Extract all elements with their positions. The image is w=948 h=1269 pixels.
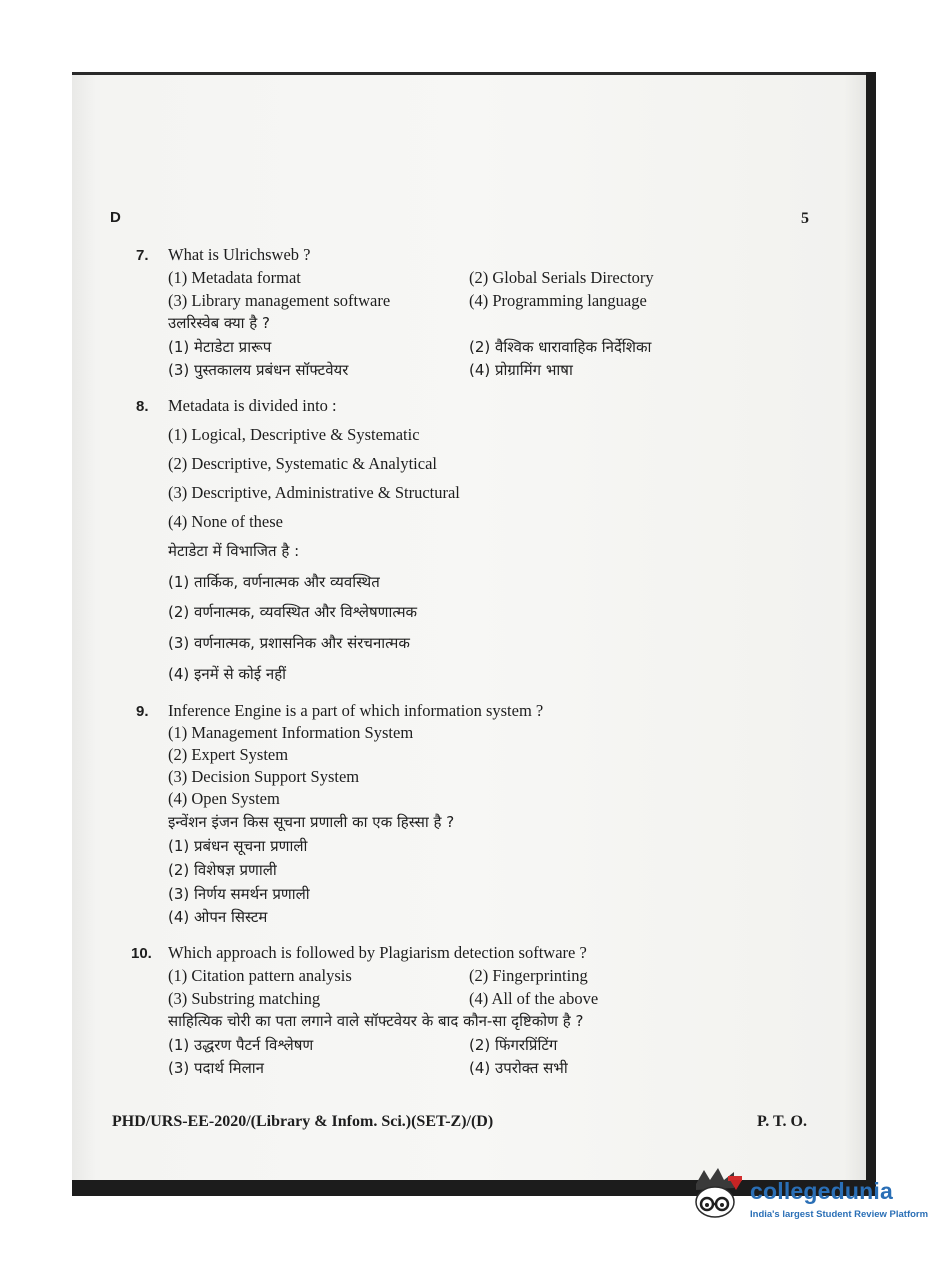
option-en: (1) Management Information System <box>168 723 414 742</box>
question-text-hi: मेटाडेटा में विभाजित है : <box>168 542 300 560</box>
option-en: (1) Logical, Descriptive & Systematic <box>168 425 420 444</box>
question-text-hi: उलरिस्वेब क्या है ? <box>168 314 270 332</box>
option-hi: (1) तार्किक, वर्णनात्मक और व्यवस्थित <box>168 573 380 591</box>
option-hi: (2) विशेषज्ञ प्रणाली <box>168 861 277 879</box>
brand-name: collegedunia <box>750 1178 893 1204</box>
option-en: (4) None of these <box>168 512 284 531</box>
option-hi: (1) प्रबंधन सूचना प्रणाली <box>168 837 308 855</box>
option-hi: (3) पुस्तकालय प्रबंधन सॉफ्टवेयर <box>168 361 349 379</box>
question-number: 10. <box>131 945 152 962</box>
option-hi: (4) इनमें से कोई नहीं <box>168 665 287 683</box>
collegedunia-watermark <box>690 1168 929 1228</box>
option-en: (1) Citation pattern analysis <box>168 966 352 985</box>
brand-tagline: India's largest Student Review Platform <box>750 1209 929 1220</box>
option-en: (3) Substring matching <box>168 989 321 1008</box>
option-hi: (2) वैश्विक धारावाहिक निर्देशिका <box>469 338 652 356</box>
option-en: (3) Library management software <box>168 291 391 310</box>
option-en: (1) Metadata format <box>168 268 301 287</box>
option-en: (2) Expert System <box>168 745 289 764</box>
page-number: 5 <box>801 210 809 227</box>
page-right-edge <box>866 72 876 1196</box>
question-text-hi: इन्वेंशन इंजन किस सूचना प्रणाली का एक हिस्सा है ? <box>168 813 455 831</box>
question-number: 8. <box>136 398 149 415</box>
question-text-en: Metadata is divided into : <box>168 396 337 415</box>
option-hi: (2) वर्णनात्मक, व्यवस्थित और विश्लेषणात्मक <box>168 603 418 621</box>
option-en: (2) Descriptive, Systematic & Analytical <box>168 454 437 473</box>
option-hi: (4) प्रोग्रामिंग भाषा <box>469 361 573 379</box>
option-hi: (1) उद्धरण पैटर्न विश्लेषण <box>168 1036 314 1054</box>
question-number: 9. <box>136 703 149 720</box>
option-hi: (2) फिंगरप्रिंटिंग <box>469 1036 558 1054</box>
option-hi: (1) मेटाडेटा प्रारूप <box>168 338 272 356</box>
series-label: D <box>110 209 121 226</box>
option-en: (2) Fingerprinting <box>469 966 588 985</box>
collegedunia-mascot-icon <box>690 1168 744 1222</box>
question-text-en: What is Ulrichsweb ? <box>168 245 311 264</box>
question-text-hi: साहित्यिक चोरी का पता लगाने वाले सॉफ्टवेयर के बाद कौन-सा दृष्टिकोण है ? <box>168 1012 584 1030</box>
option-en: (4) Programming language <box>469 291 647 310</box>
option-en: (3) Decision Support System <box>168 767 360 786</box>
option-en: (4) All of the above <box>469 989 599 1008</box>
option-hi: (4) ओपन सिस्टम <box>168 908 268 926</box>
option-hi: (3) पदार्थ मिलान <box>168 1059 264 1077</box>
option-en: (3) Descriptive, Administrative & Structural <box>168 483 460 502</box>
option-hi: (3) वर्णनात्मक, प्रशासनिक और संरचनात्मक <box>168 634 410 652</box>
option-hi: (4) उपरोक्त सभी <box>469 1059 568 1077</box>
option-en: (4) Open System <box>168 789 280 808</box>
please-turn-over: P. T. O. <box>757 1113 807 1130</box>
option-en: (2) Global Serials Directory <box>469 268 654 287</box>
page-top-edge <box>72 72 872 75</box>
question-number: 7. <box>136 247 149 264</box>
question-text-en: Which approach is followed by Plagiarism detection software ? <box>168 943 587 962</box>
option-hi: (3) निर्णय समर्थन प्रणाली <box>168 885 310 903</box>
paper-code: PHD/URS-EE-2020/(Library & Infom. Sci.)(SET-Z)/(D) <box>112 1113 494 1130</box>
question-text-en: Inference Engine is a part of which information system ? <box>168 701 544 720</box>
